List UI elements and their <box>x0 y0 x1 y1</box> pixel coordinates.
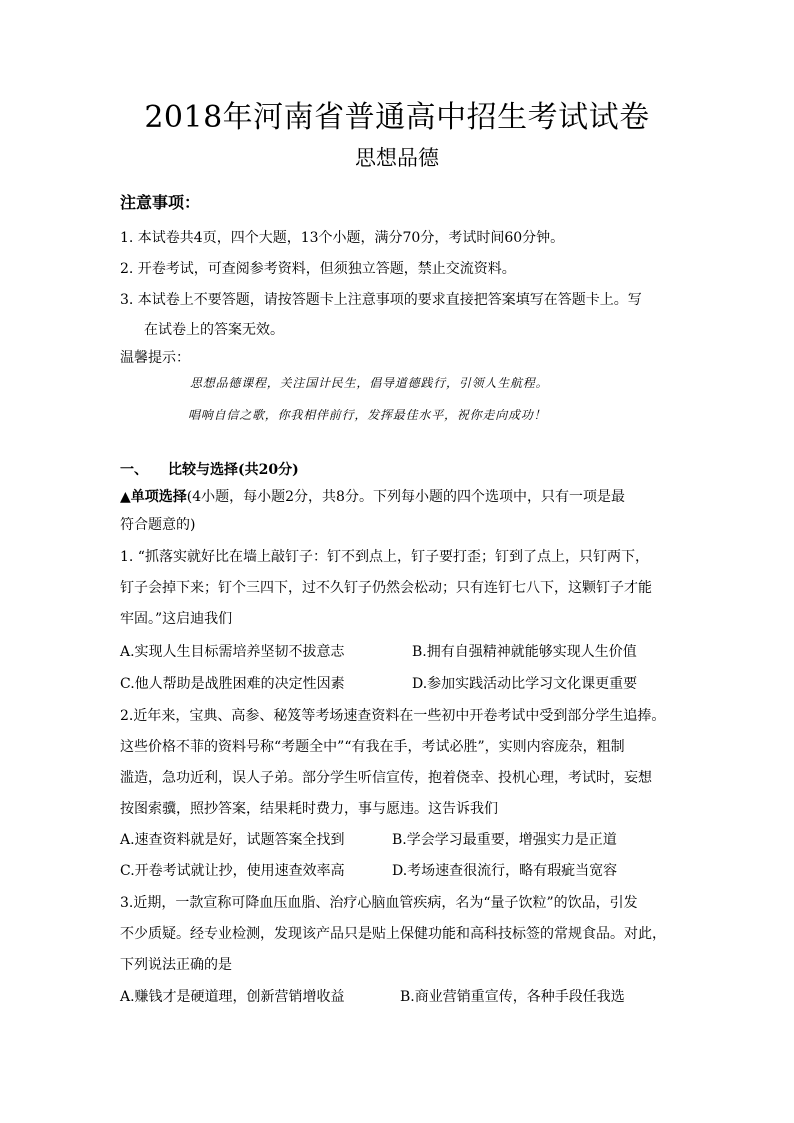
single-choice-rules: (4小题，每小题2分，共8分。下列每小题的四个选项中，只有一项是最 <box>186 489 625 505</box>
single-choice-label: ▲单项选择 <box>120 489 187 505</box>
question-2-option-d: D.考场速查很流行，略有瑕疵当宽容 <box>392 863 618 879</box>
question-1-stem-line-3: 牢固。”这启迪我们 <box>120 611 233 627</box>
question-1-stem-line-2: 钉子会掉下来；钉个三四下，过不久钉子仍然会松动；只有连钉七八下，这颗钉子才能 <box>120 580 652 596</box>
notice-item-2: 2. 开卷考试，可查阅参考资料，但须独立答题，禁止交流资料。 <box>120 261 516 277</box>
question-3-option-b: B.商业营销重宣传，各种手段任我选 <box>400 989 625 1005</box>
notice-item-1: 1. 本试卷共4页，四个大题，13个小题，满分70分，考试时间60分钟。 <box>120 230 565 246</box>
question-1-stem-line-1: 1. “抓落实就好比在墙上敲钉子：钉不到点上，钉子要打歪；钉到了点上，只钉两下， <box>120 549 649 565</box>
question-2-option-c: C.开卷考试就让抄，使用速查效率高 <box>120 863 345 879</box>
question-3-option-a: A.赚钱才是硬道理，创新营销增收益 <box>120 989 345 1005</box>
question-2-stem-line-1: 2.近年来，宝典、高参、秘笈等考场速查资料在一些初中开卷考试中受到部分学生追捧。 <box>120 708 666 724</box>
single-choice-instructions <box>120 486 680 508</box>
notice-item-3-continued: 在试卷上的答案无效。 <box>144 322 284 338</box>
question-3-stem-line-1: 3.近期，一款宣称可降血压血脂、治疗心脑血管疾病，名为“量子饮粒”的饮品，引发 <box>120 895 638 911</box>
question-1-option-a: A.实现人生目标需培养坚韧不拔意志 <box>120 644 345 660</box>
notice-item-3: 3. 本试卷上不要答题，请按答题卡上注意事项的要求直接把答案填写在答题卡上。写 <box>120 292 642 308</box>
question-1-option-b: B.拥有自强精神就能够实现人生价值 <box>412 644 637 660</box>
question-2-stem-line-4: 按图索骥，照抄答案，结果耗时费力，事与愿违。这告诉我们 <box>120 801 498 817</box>
exam-title: 2018年河南省普通高中招生考试试卷 <box>144 100 650 135</box>
section-1-number: 一、 <box>120 462 148 478</box>
question-2-option-b: B.学会学习最重要，增强实力是正道 <box>392 832 617 848</box>
question-3-stem-line-2: 不少质疑。经专业检测，发现该产品只是贴上保健功能和高科技标签的常规食品。对此， <box>120 926 666 942</box>
question-2-option-a: A.速查资料就是好，试题答案全找到 <box>120 832 345 848</box>
question-1-option-c: C.他人帮助是战胜困难的决定性因素 <box>120 676 345 692</box>
single-choice-rules-continued: 符合题意的) <box>120 517 196 533</box>
tips-heading: 温馨提示： <box>120 350 190 366</box>
tip-line-1: 思想品德课程，关注国计民生，倡导道德践行，引领人生航程。 <box>190 376 549 390</box>
notice-heading: 注意事项： <box>120 193 201 212</box>
question-2-stem-line-3: 滥造，急功近利，误人子弟。部分学生听信宣传，抱着侥幸、投机心理，考试时，妄想 <box>120 770 652 786</box>
exam-subject: 思想品德 <box>355 146 439 170</box>
section-1-heading <box>120 459 299 481</box>
question-3-stem-line-3: 下列说法正确的是 <box>120 957 232 973</box>
question-2-stem-line-2: 这些价格不菲的资料号称“考题全中”“有我在手，考试必胜”，实则内容庞杂，粗制 <box>120 739 625 755</box>
question-1-option-d: D.参加实践活动比学习文化课更重要 <box>412 676 638 692</box>
tip-line-2: 唱响自信之歌，你我相伴前行，发挥最佳水平，祝你走向成功！ <box>188 408 547 422</box>
section-1-title: 比较与选择(共20分) <box>168 462 299 478</box>
